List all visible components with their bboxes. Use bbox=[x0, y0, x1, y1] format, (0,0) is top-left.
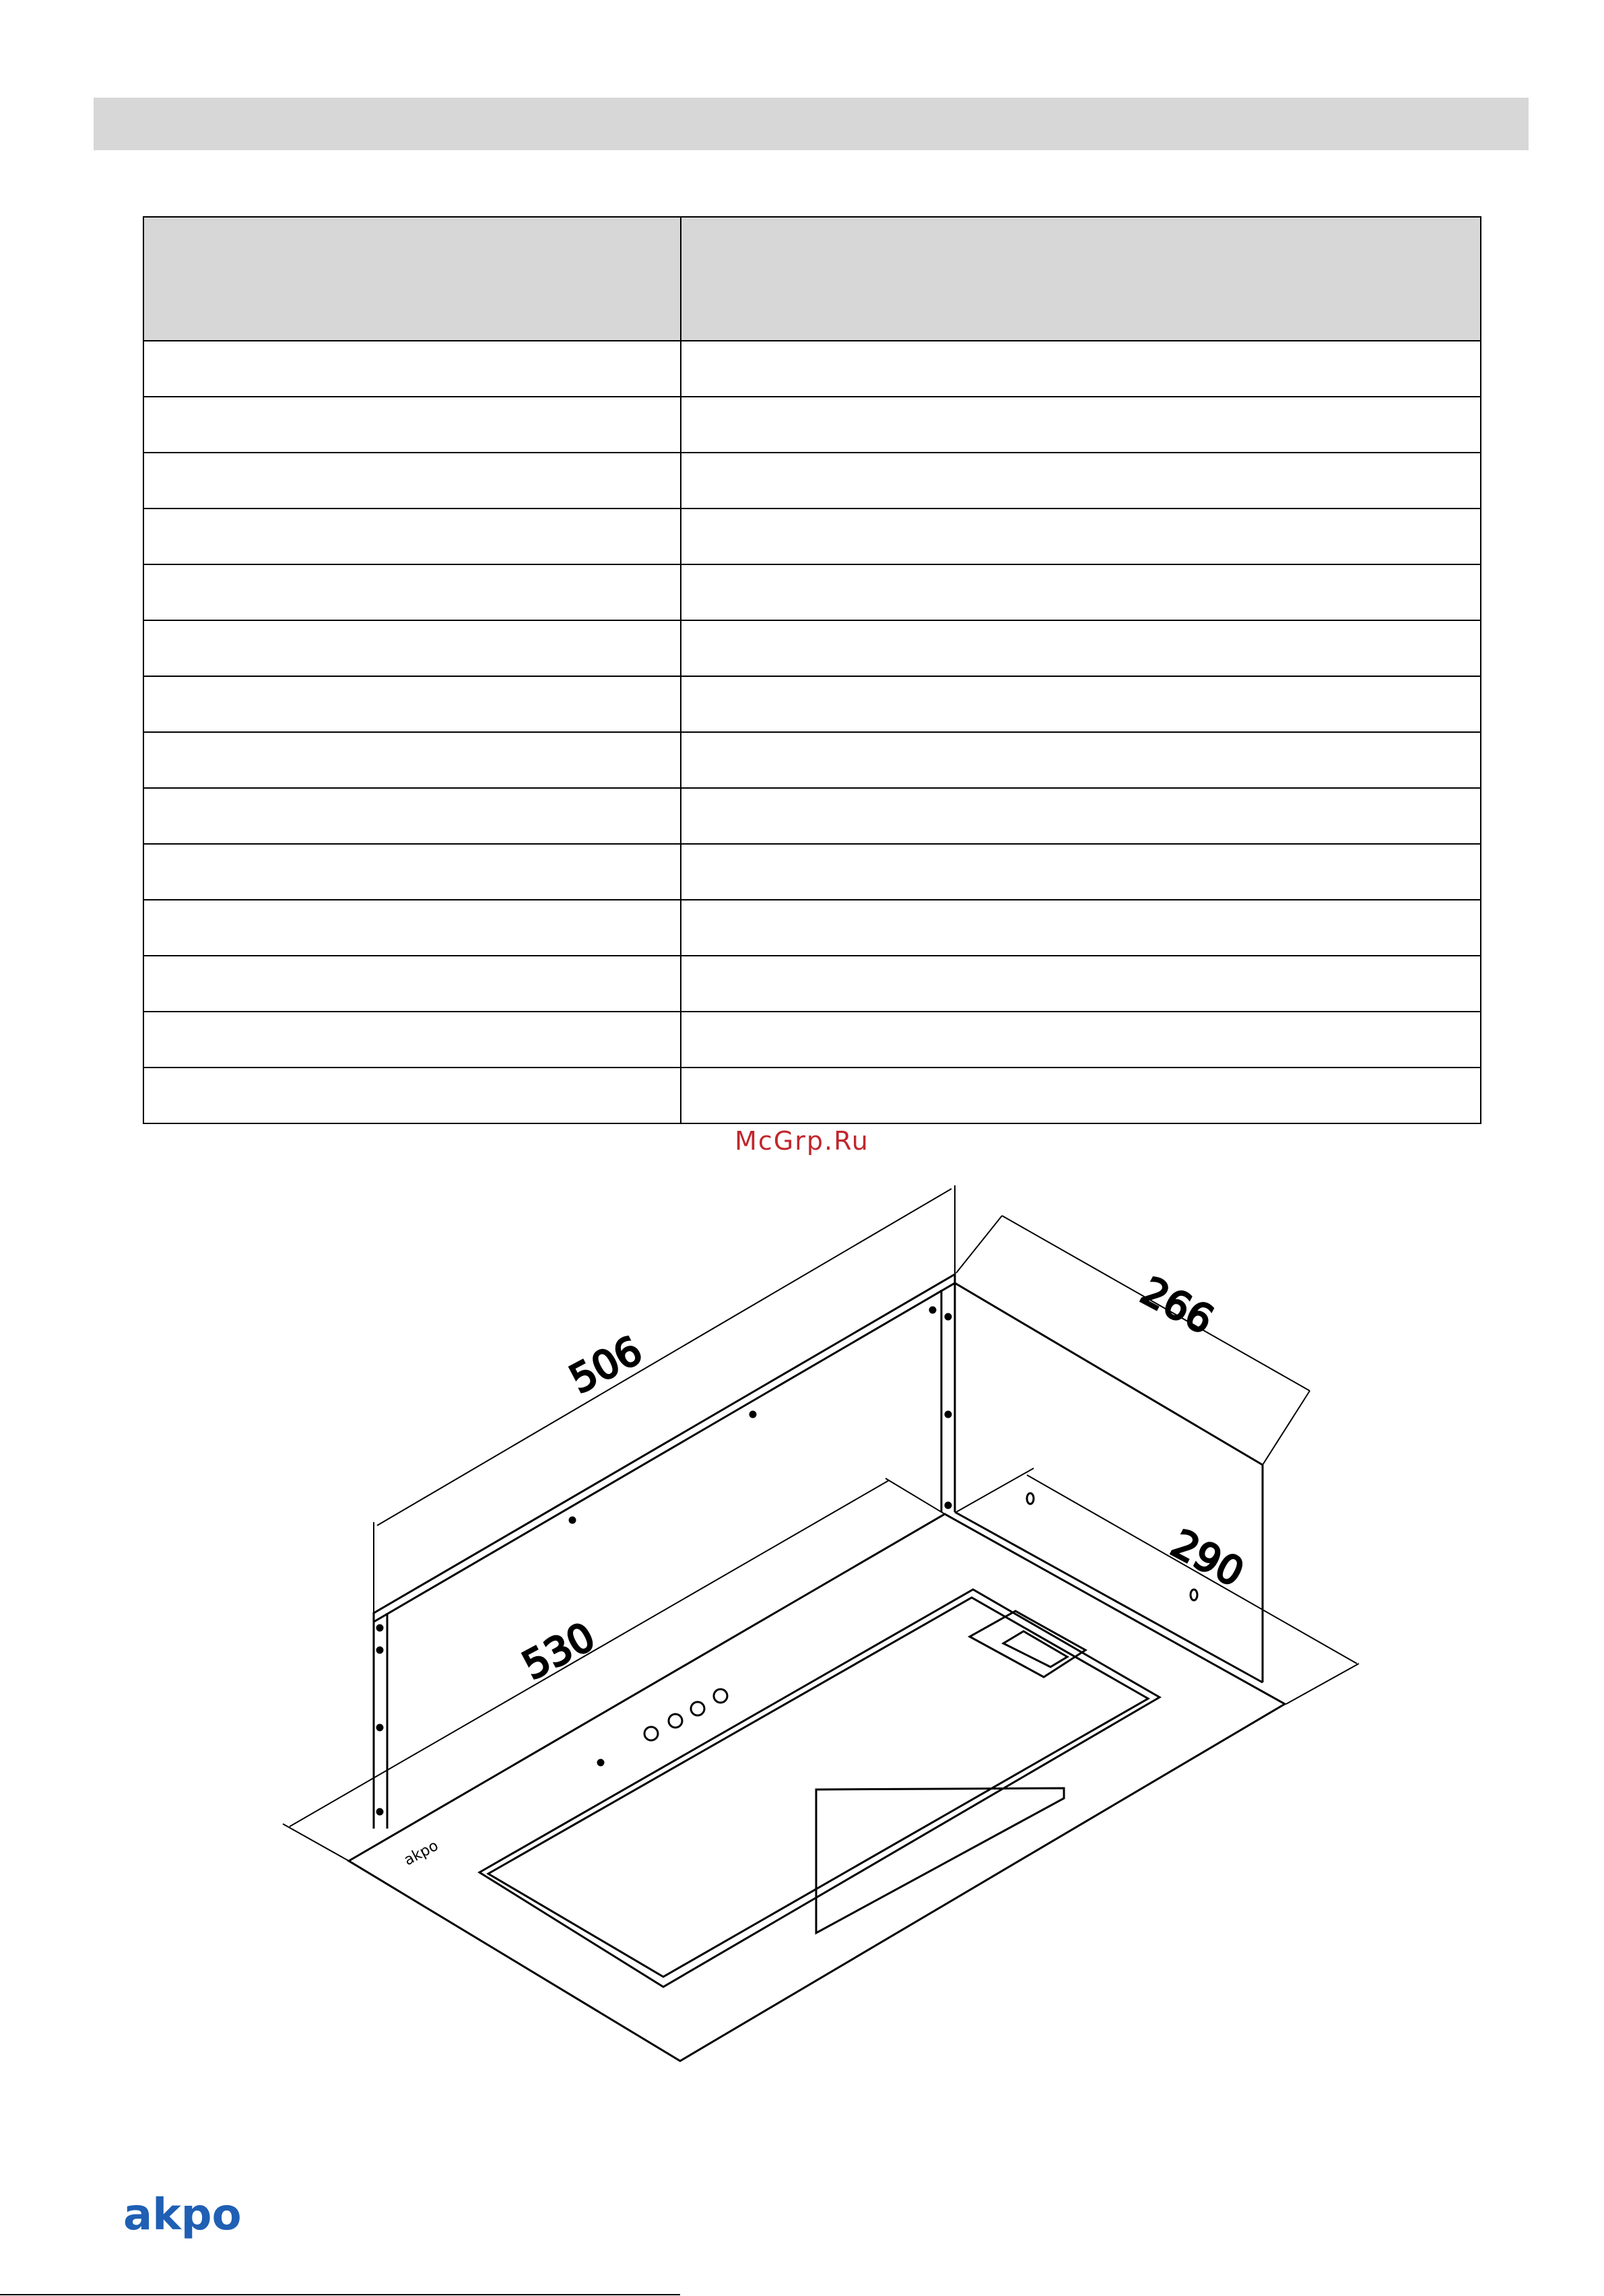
brand-logo bbox=[123, 2192, 278, 2239]
dimension-top-width: 506 bbox=[562, 1327, 650, 1403]
panel-logo: akpo bbox=[401, 1837, 442, 1870]
dimension-front-width: 530 bbox=[514, 1613, 603, 1689]
svg-text:akpo: akpo bbox=[123, 2192, 242, 2239]
dimension-lines bbox=[283, 1185, 1359, 1861]
footer-rule bbox=[0, 2293, 1604, 2296]
watermark-text: McGrp.Ru bbox=[735, 1126, 869, 1156]
dimension-side-depth: 290 bbox=[1164, 1520, 1252, 1596]
dimension-depth: 266 bbox=[1133, 1268, 1222, 1344]
bottom-panel bbox=[349, 1514, 1285, 2061]
side-panel bbox=[955, 1283, 1263, 1682]
akpo-logo-icon bbox=[123, 2192, 278, 2239]
